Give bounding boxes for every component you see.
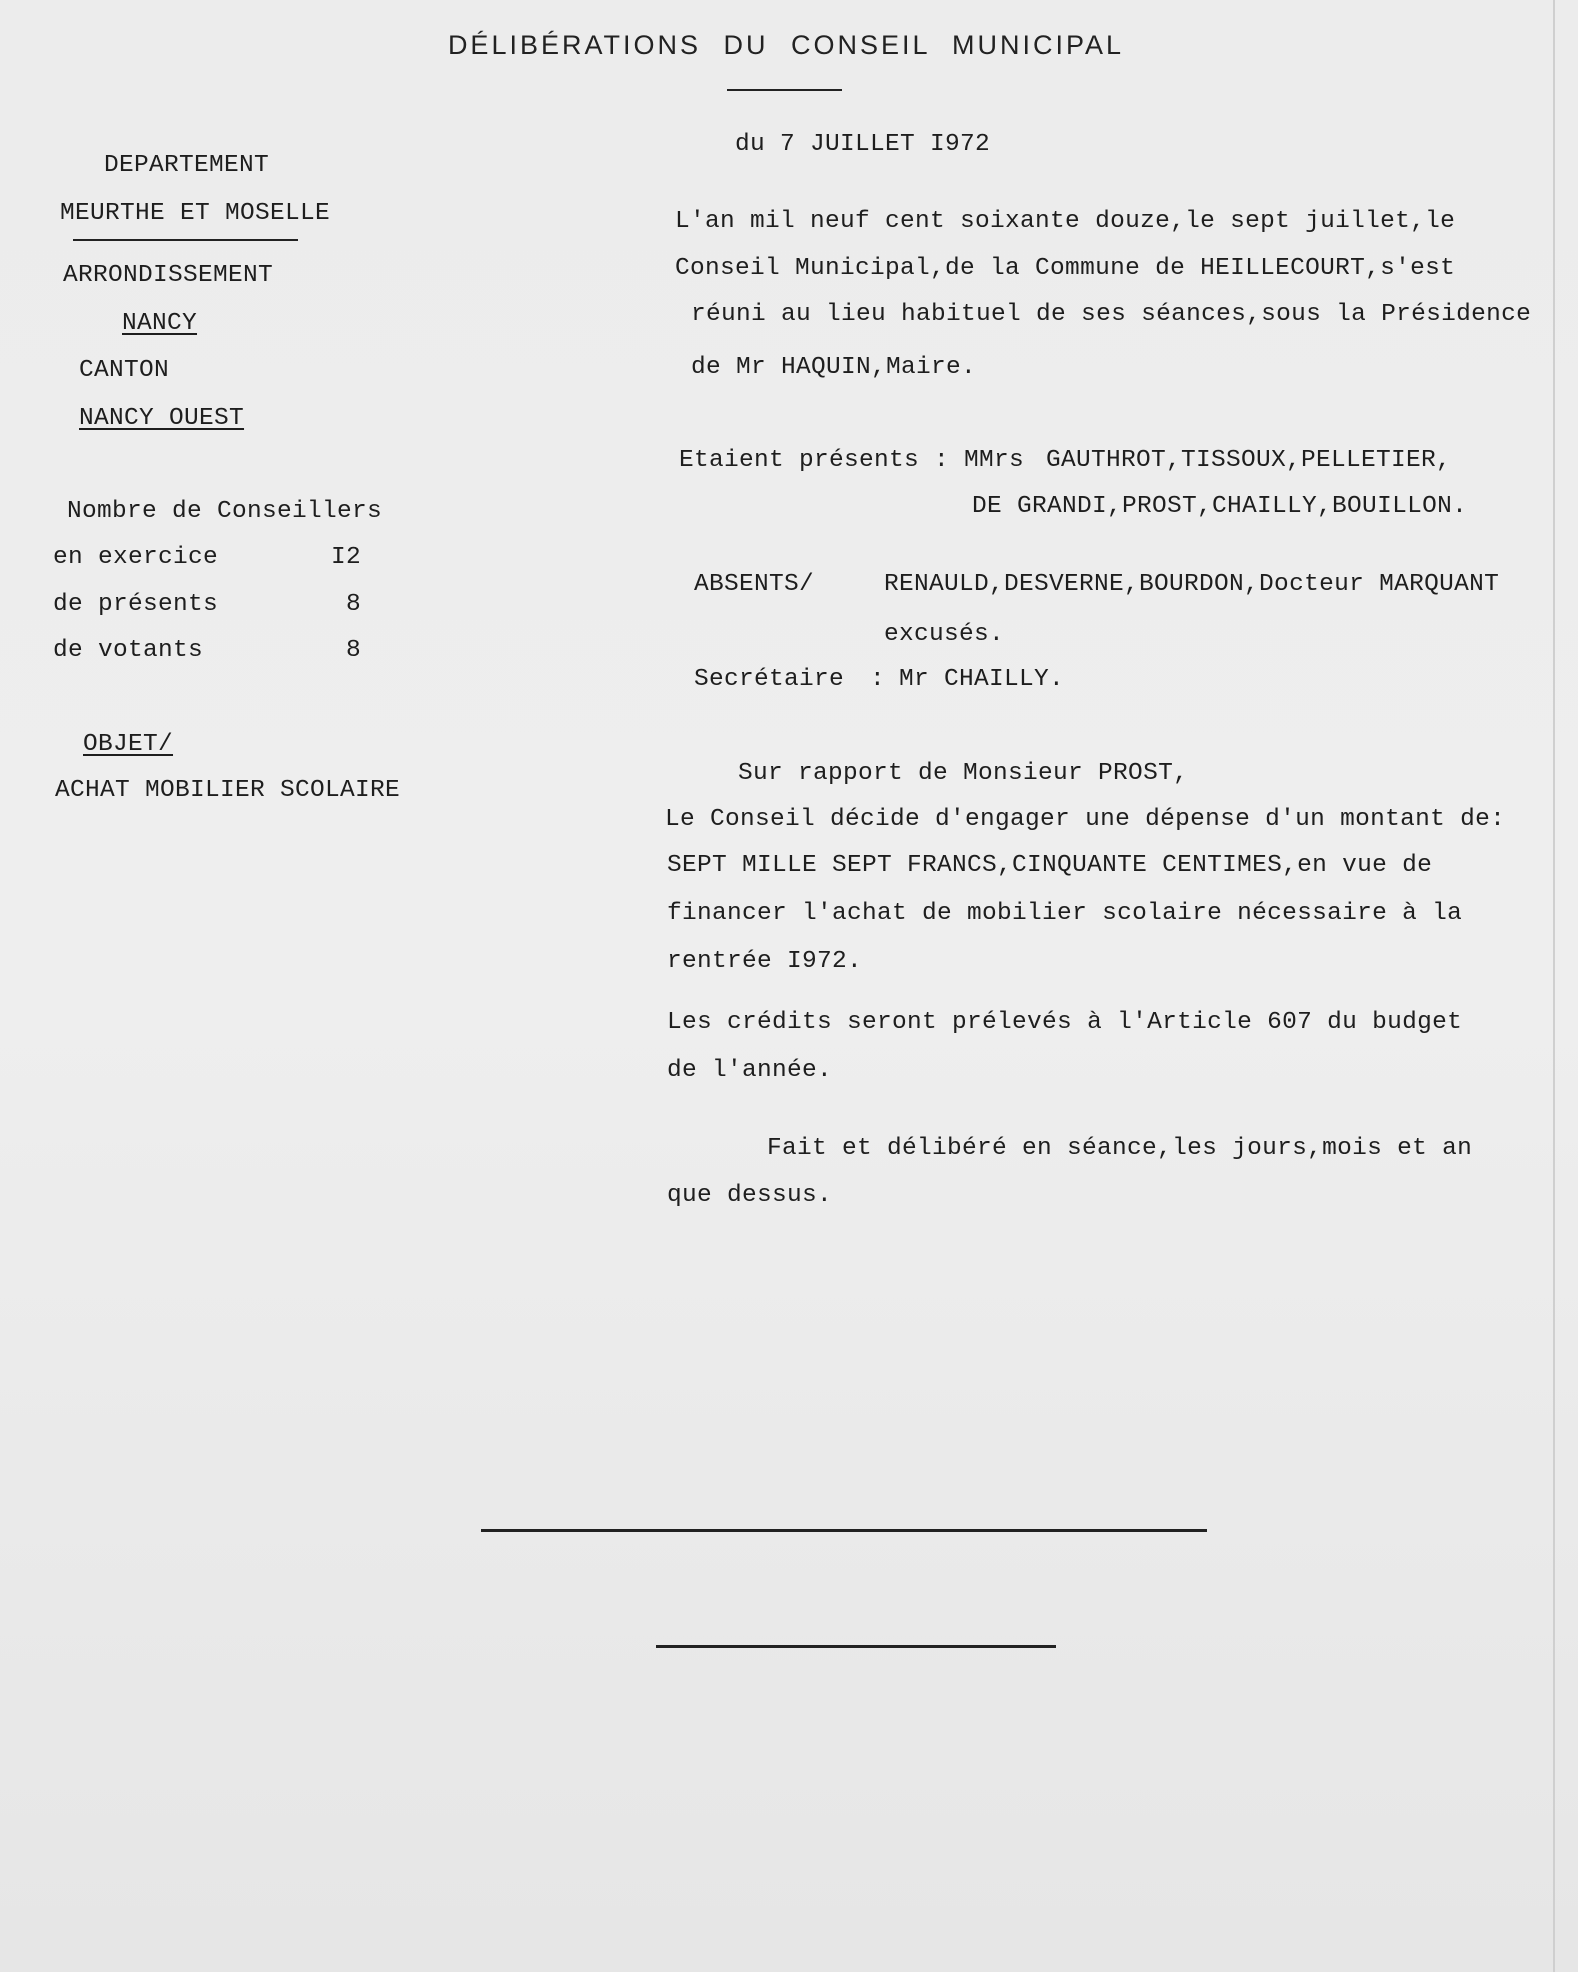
closing-rule [481,1529,1207,1532]
intro-line: réuni au lieu habituel de ses séances,sous la Présidence [691,301,1532,328]
meeting-date: du 7 JUILLET I972 [735,131,991,158]
decision-line: SEPT MILLE SEPT FRANCS,CINQUANTE CENTIMES,en vue de [667,852,1433,879]
count-label: de présents [53,591,219,618]
secretaire-value: Mr CHAILLY. [899,666,1065,693]
decision-line: rentrée I972. [667,948,863,975]
canton-value: NANCY OUEST [79,405,245,432]
count-value: I2 [331,544,362,571]
secretaire-separator: : [870,666,886,693]
closing-rule-short [656,1645,1056,1648]
closing-line: Fait et délibéré en séance,les jours,mois et an [767,1135,1473,1162]
count-value: 8 [346,637,362,664]
decision-line: Le Conseil décide d'engager une dépense d'un montant de: [665,806,1506,833]
presents-line: GAUTHROT,TISSOUX,PELLETIER, [1046,447,1452,474]
arrondissement-value: NANCY [122,310,198,337]
closing-line: que dessus. [667,1182,833,1209]
departement-value: MEURTHE ET MOSELLE [60,200,331,227]
absents-line: RENAULD,DESVERNE,BOURDON,Docteur MARQUANT [884,571,1500,598]
secretaire-label: Secrétaire [694,666,845,693]
count-value: 8 [346,591,362,618]
presents-label: Etaient présents : MMrs [679,447,1025,474]
title-rule [727,89,842,91]
departement-label: DEPARTEMENT [104,152,270,179]
page-title: DÉLIBÉRATIONS DU CONSEIL MUNICIPAL [447,30,1125,60]
canton-label: CANTON [79,357,170,384]
decision-line: Sur rapport de Monsieur PROST, [738,760,1189,787]
count-label: en exercice [53,544,219,571]
arrondissement-label: ARRONDISSEMENT [63,262,274,289]
absents-line: excusés. [884,621,1005,648]
presents-line: DE GRANDI,PROST,CHAILLY,BOUILLON. [972,493,1468,520]
page-edge [1553,0,1555,1972]
count-label: de votants [53,637,204,664]
intro-line: L'an mil neuf cent soixante douze,le sept juillet,le [675,208,1456,235]
credits-line: de l'année. [667,1057,833,1084]
intro-line: Conseil Municipal,de la Commune de HEILLECOURT,s'est [675,255,1456,282]
objet-value: ACHAT MOBILIER SCOLAIRE [55,777,401,804]
absents-label: ABSENTS/ [694,571,815,598]
credits-line: Les crédits seront prélevés à l'Article 607 du budget [667,1009,1463,1036]
intro-line: de Mr HAQUIN,Maire. [691,354,977,381]
decision-line: financer l'achat de mobilier scolaire nécessaire à la [667,900,1463,927]
conseillers-label: Nombre de Conseillers [67,498,383,525]
objet-label: OBJET/ [83,731,174,758]
departement-rule [73,239,298,241]
